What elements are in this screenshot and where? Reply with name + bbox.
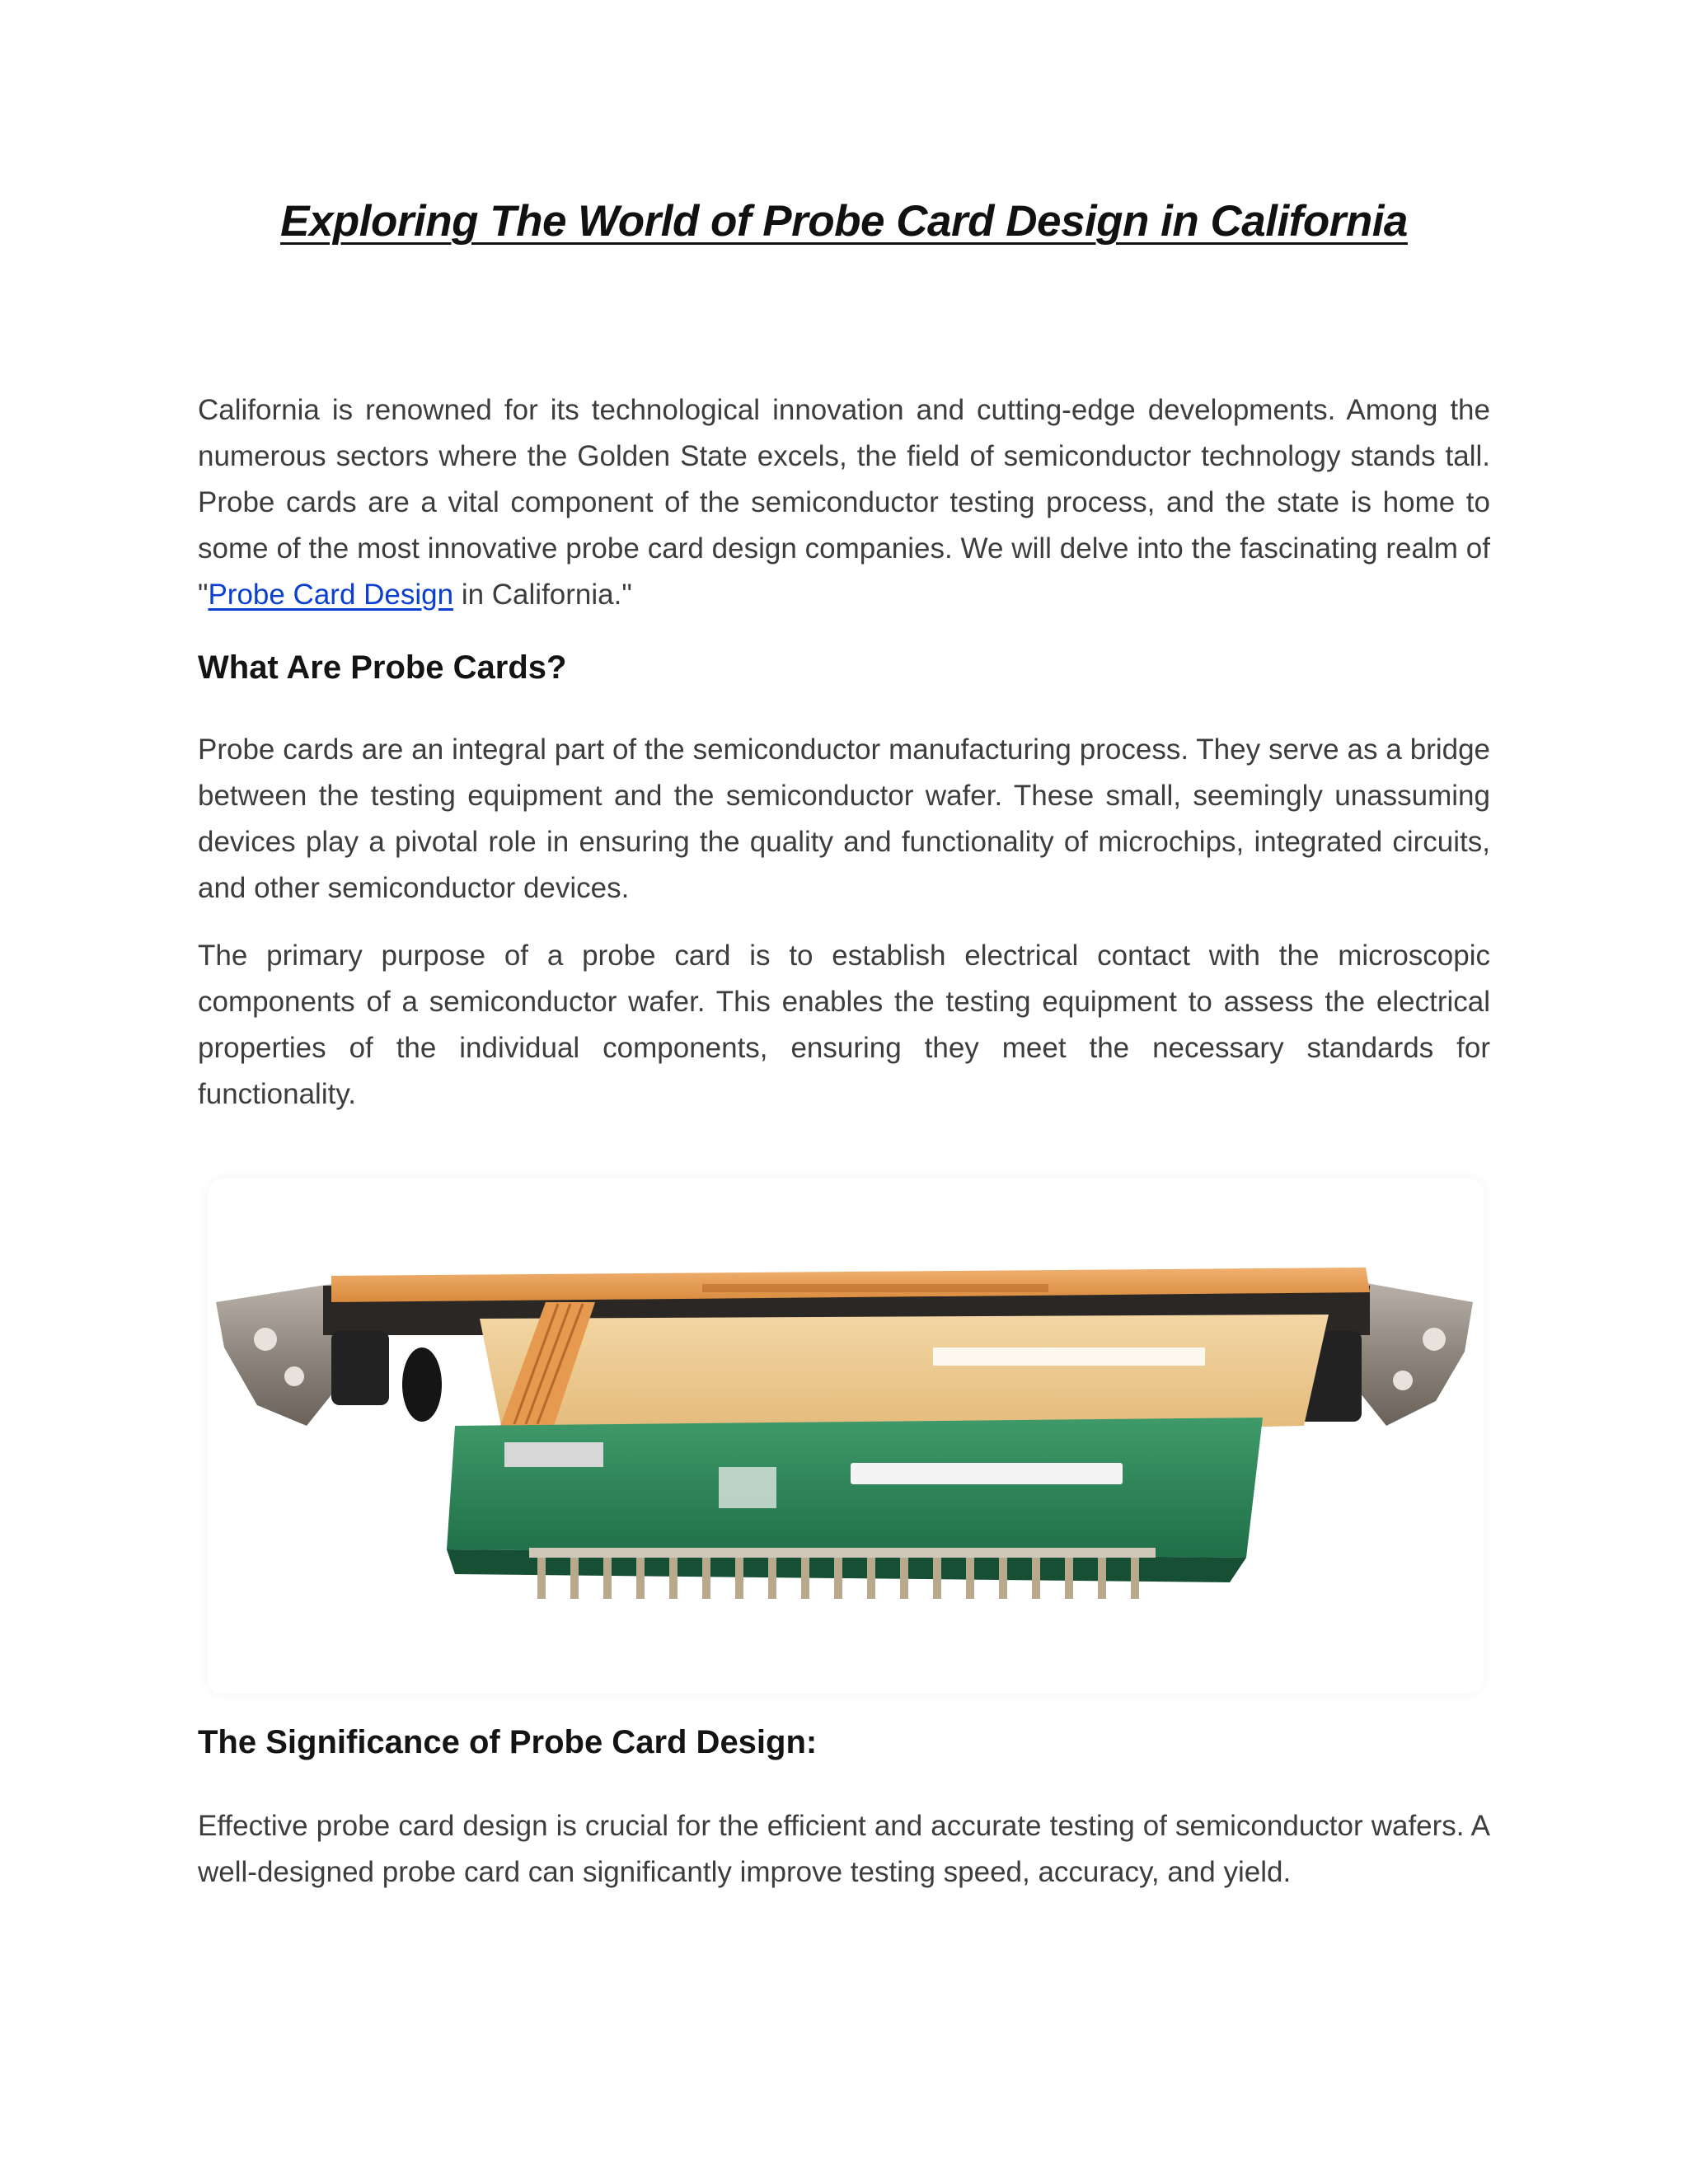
section1-paragraph-2: The primary purpose of a probe card is to establish electrical contact with the microscopic components of a semiconductor wafer. This enables the testing equipment to assess the electrical properties of the individual components, ensuring they meet the necessary standards for functionality.: [198, 940, 1490, 1110]
probe-card-design-link[interactable]: Probe Card Design: [208, 579, 454, 611]
intro-text-end: in California.": [453, 579, 632, 611]
section1-paragraph-1: Probe cards are an integral part of the semiconductor manufacturing process. They serve as a bridge between the testing equipment and the semiconductor wafer. These small, seemingly unassuming devices play a pivotal role in ensuring the quality and functionality of microchips, integrated circuits, and other semiconductor devices.: [198, 733, 1490, 904]
section-heading-significance: The Significance of Probe Card Design:: [198, 1724, 818, 1760]
probe-card-photo-icon: [208, 1179, 1484, 1694]
probe-card-image: [208, 1179, 1484, 1694]
section2-paragraph-1: Effective probe card design is crucial for the efficient and accurate testing of semiconductor wafers. A well-designed probe card can significantly improve testing speed, accuracy, and yield.: [198, 1810, 1490, 1888]
intro-text: California is renowned for its technological innovation and cutting-edge developments. Among the numerous sectors where the Golden State excels, the field of semiconductor technology stands tall. Probe cards are a vital component of the semiconductor testing process, and the state is home to some of the most innovative probe card design companies. We will delve into the fascinating realm of ": [198, 394, 1490, 611]
section-heading-what-are-probe-cards: What Are Probe Cards?: [198, 649, 567, 686]
page-title: Exploring The World of Probe Card Design in California: [280, 197, 1408, 246]
intro-paragraph: [198, 387, 1490, 618]
